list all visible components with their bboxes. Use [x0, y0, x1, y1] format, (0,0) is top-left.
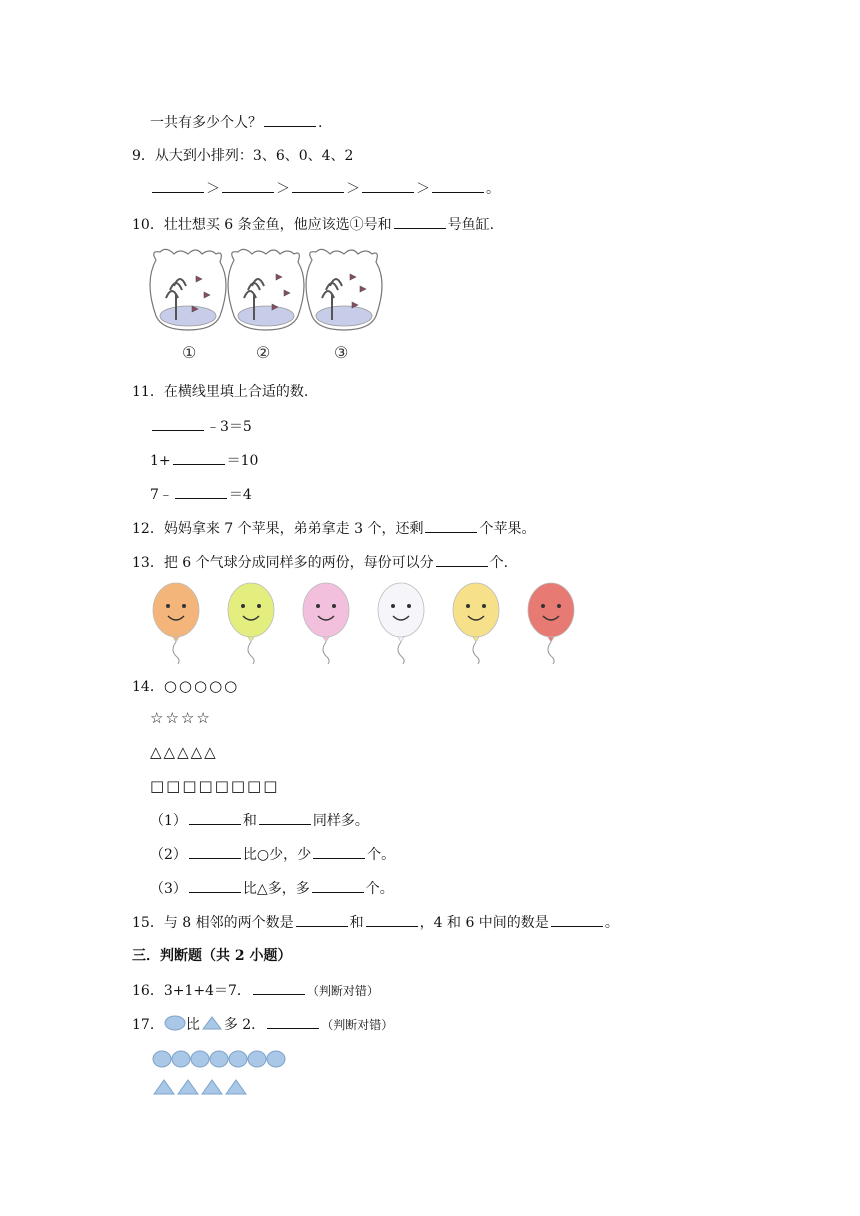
sub1-end: 同样多。	[312, 813, 369, 829]
q14-sub3	[150, 878, 394, 899]
sub3-label: （3）	[150, 881, 187, 897]
q17-text-b: 多 2．	[223, 1017, 266, 1033]
balloons-figure	[148, 580, 588, 666]
circles-row: ○○○○○	[163, 677, 240, 695]
fishbowl-3	[306, 249, 382, 330]
answer-blank[interactable]	[432, 178, 484, 193]
circle-icon	[164, 1015, 186, 1031]
eq2-pre: 1+	[150, 453, 171, 469]
q14-title	[132, 676, 239, 697]
answer-blank[interactable]	[425, 518, 477, 533]
eq2-post: ＝10	[226, 453, 259, 469]
triangle-icon	[202, 1080, 222, 1094]
answer-blank[interactable]	[253, 980, 305, 995]
answer-blank[interactable]	[189, 878, 241, 893]
q15-text-c: ，4 和 6 中间的数是	[419, 915, 549, 931]
q11-eq3	[150, 484, 252, 505]
answer-blank[interactable]	[292, 178, 344, 193]
q10-number: 10．	[132, 217, 164, 233]
triangles-row: △△△△△	[150, 743, 218, 761]
q14-sub2	[150, 844, 395, 865]
q17-text-a: 比	[185, 1017, 200, 1033]
q10-title	[132, 214, 494, 235]
sub1-mid: 和	[242, 813, 257, 829]
answer-blank[interactable]	[173, 450, 225, 465]
fishbowl-2	[228, 249, 304, 330]
q12-title	[132, 518, 535, 539]
q12-text-a: 妈妈拿来 7 个苹果，弟弟拿走 3 个，还剩	[163, 521, 424, 537]
q15-text-d: 。	[604, 915, 619, 931]
q13-number: 13．	[132, 555, 164, 571]
circle-icon	[153, 1051, 171, 1067]
eq3-pre: 7﹣	[150, 487, 173, 503]
answer-blank[interactable]	[267, 1014, 319, 1029]
q9-number: 9．	[132, 148, 155, 164]
q13-title	[132, 552, 508, 573]
answer-blank[interactable]	[362, 178, 414, 193]
greater-sign: ＞	[346, 181, 360, 197]
answer-blank[interactable]	[312, 878, 364, 893]
q17-shapes-figure	[152, 1048, 296, 1098]
answer-blank[interactable]	[152, 416, 204, 431]
q11-eq1	[150, 416, 252, 437]
answer-blank[interactable]	[222, 178, 274, 193]
section-title: 三．判断题（共 2 小题）	[132, 948, 292, 964]
bowl-label-1: ①	[182, 343, 197, 362]
balloon-icon	[453, 583, 499, 664]
q8-end: .	[318, 115, 323, 131]
balloon-icon	[153, 583, 199, 664]
bowl-label-3: ③	[334, 343, 349, 362]
sub2-label: （2）	[150, 847, 187, 863]
q17-number: 17．	[132, 1017, 164, 1033]
answer-blank[interactable]	[366, 912, 418, 927]
q11-eq2	[150, 450, 258, 471]
answer-blank[interactable]	[436, 552, 488, 567]
circle-icon	[172, 1051, 190, 1067]
q9-end: 。	[486, 181, 500, 197]
answer-blank[interactable]	[264, 112, 316, 127]
greater-sign: ＞	[416, 181, 430, 197]
sub2-mid: 比○少，少	[242, 847, 312, 863]
q12-text-b: 个苹果。	[479, 521, 536, 537]
eq1-post: ﹣3＝5	[206, 419, 252, 435]
q11-number: 11．	[132, 384, 164, 400]
sub1-label: （1）	[150, 813, 187, 829]
squares-row: □□□□□□□□	[150, 777, 280, 795]
eq3-post: ＝4	[228, 487, 252, 503]
q11-text: 在横线里填上合适的数.	[163, 384, 309, 400]
q8-tail	[150, 112, 322, 133]
q15-number: 15．	[132, 915, 164, 931]
bowl-label-2: ②	[256, 343, 271, 362]
circle-icon	[210, 1051, 228, 1067]
q10-text-b: 号鱼缸.	[447, 217, 495, 233]
q9-title	[132, 146, 353, 166]
q13-text-b: 个.	[489, 555, 509, 571]
q17-tag: （判断对错）	[321, 1018, 394, 1032]
q15-text-b: 和	[349, 915, 364, 931]
q12-number: 12．	[132, 521, 164, 537]
answer-blank[interactable]	[175, 484, 227, 499]
fishbowl-1	[150, 249, 226, 330]
greater-sign: ＞	[206, 181, 220, 197]
balloon-icon	[228, 583, 274, 664]
q16-number: 16．	[132, 983, 164, 999]
balloon-icon	[303, 583, 349, 664]
triangle-icon	[200, 1015, 224, 1031]
q13-text-a: 把 6 个气球分成同样多的两份，每份可以分	[163, 555, 434, 571]
q16-text: 3+1+4＝7．	[163, 983, 251, 999]
q14-number: 14．	[132, 679, 164, 695]
answer-blank[interactable]	[152, 178, 204, 193]
circle-icon	[248, 1051, 266, 1067]
answer-blank[interactable]	[551, 912, 603, 927]
greater-sign: ＞	[276, 181, 290, 197]
q11-title	[132, 382, 308, 402]
q16-title	[132, 980, 379, 1001]
sub3-mid: 比△多，多	[242, 881, 310, 897]
q9-answer-row	[150, 178, 500, 199]
balloon-icon	[528, 583, 574, 664]
sub2-end: 个。	[367, 847, 396, 863]
answer-blank[interactable]	[296, 912, 348, 927]
circle-icon	[229, 1051, 247, 1067]
q8-text: 一共有多少个人？	[150, 115, 262, 131]
q9-text: 从大到小排列：3、6、0、4、2	[154, 148, 354, 164]
answer-blank[interactable]	[313, 844, 365, 859]
answer-blank[interactable]	[259, 810, 311, 825]
answer-blank[interactable]	[189, 844, 241, 859]
q15-text-a: 与 8 相邻的两个数是	[163, 915, 294, 931]
circle-icon	[191, 1051, 209, 1067]
triangle-icon	[154, 1080, 174, 1094]
sub3-end: 个。	[365, 881, 394, 897]
balloon-icon	[378, 583, 424, 664]
q14-sub1	[150, 810, 369, 831]
q10-text-a: 壮壮想买 6 条金鱼，他应该选①号和	[163, 217, 392, 233]
fishbowls-figure	[148, 246, 388, 366]
triangle-icon	[226, 1080, 246, 1094]
triangle-icon	[178, 1080, 198, 1094]
answer-blank[interactable]	[394, 214, 446, 229]
stars-row: ☆☆☆☆	[150, 709, 212, 727]
q16-tag: （判断对错）	[306, 984, 379, 998]
answer-blank[interactable]	[189, 810, 241, 825]
circle-icon	[267, 1051, 285, 1067]
q17-title	[132, 1014, 393, 1035]
q15-title	[132, 912, 619, 933]
